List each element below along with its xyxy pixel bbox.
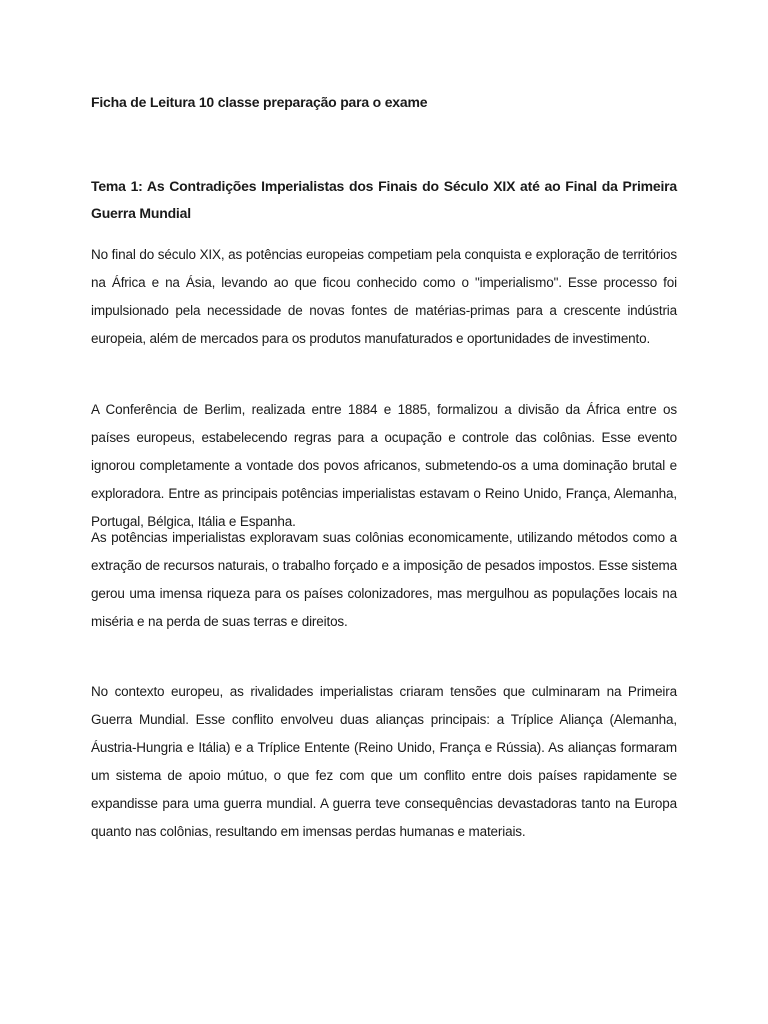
paragraph-berlin-conference: A Conferência de Berlim, realizada entre 1884 e 1885, formalizou a divisão da África entre os países europeus, estabelecendo regras para a ocupação e controle das colônias. Esse evento ignorou completamente a vontade dos povos africanos, submetendo-os a uma dominação brutal e exploradora. Entre as principais potências imperialistas estavam o Reino Unido, França, Alemanha, Portugal, Bélgica, Itália e Espanha. xyxy=(91,402,677,529)
document-title: Ficha de Leitura 10 classe preparação para o exame xyxy=(91,94,428,110)
section-heading: Tema 1: As Contradições Imperialistas dos Finais do Século XIX até ao Final da Primeira Guerra Mundial xyxy=(91,178,677,221)
paragraph-world-war: No contexto europeu, as rivalidades imperialistas criaram tensões que culminaram na Primeira Guerra Mundial. Esse conflito envolveu duas alianças principais: a Tríplice Aliança (Alemanha, Áustria-Hungria e Itália) e a Tríplice Entente (Reino Unido, França e Rússia). As alianças formaram um sistema de apoio mútuo, o que fez com que um conflito entre dois países rapidamente se expandisse para uma guerra mundial. A guerra teve consequências devastadoras tanto na Europa quanto nas colônias, resultando em imensas perdas humanas e materiais. xyxy=(91,684,677,839)
paragraph-colonial-exploitation: As potências imperialistas exploravam suas colônias economicamente, utilizando métodos como a extração de recursos naturais, o trabalho forçado e a imposição de pesados impostos. Esse sistema gerou uma imensa riqueza para os países colonizadores, mas mergulhou as populações locais na miséria e na perda de suas terras e direitos. xyxy=(91,530,677,629)
paragraph-intro: No final do século XIX, as potências europeias competiam pela conquista e exploração de territórios na África e na Ásia, levando ao que ficou conhecido como o "imperialismo". Esse processo foi impulsionado pela necessidade de novas fontes de matérias-primas para a crescente indústria europeia, além de mercados para os produtos manufaturados e oportunidades de investimento. xyxy=(91,247,677,346)
